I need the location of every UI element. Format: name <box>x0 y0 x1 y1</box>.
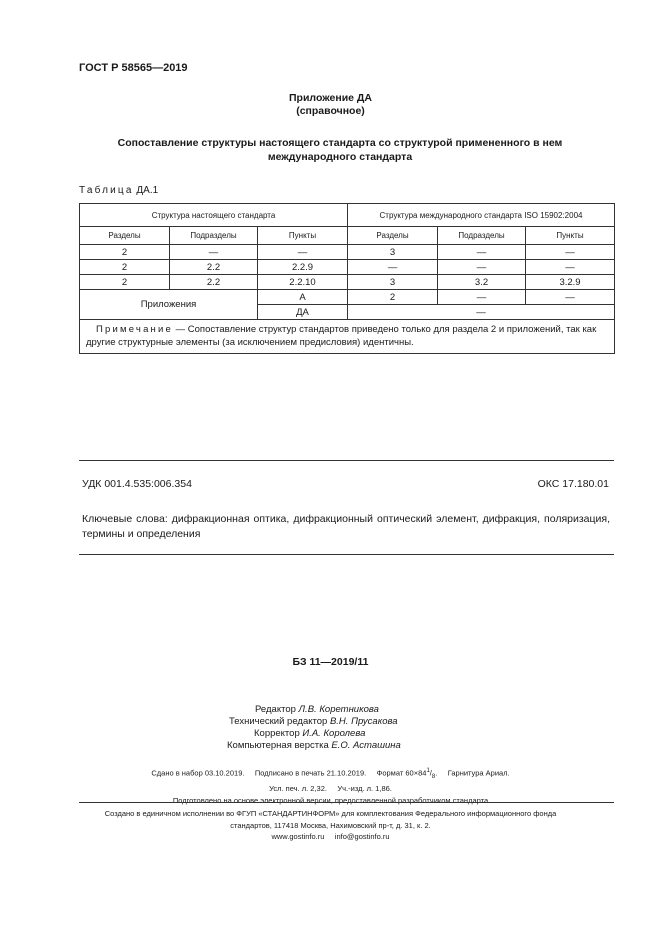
staff-name: И.А. Королева <box>302 728 366 739</box>
staff-corrector <box>200 728 600 740</box>
publisher-line-2: стандартов, 117418 Москва, Нахимовский пр-т, д. 31, к. 2. <box>230 820 431 830</box>
table-cell: 2.2 <box>170 275 258 290</box>
column-header: Подразделы <box>438 227 526 245</box>
group-header-left: Структура настоящего стандарта <box>80 204 348 227</box>
divider-bottom <box>79 554 614 555</box>
column-header: Разделы <box>348 227 438 245</box>
comparison-table <box>79 203 615 354</box>
table-cell: 2 <box>80 260 170 275</box>
table-cell: А <box>258 290 348 305</box>
staff-list <box>200 704 600 752</box>
table-group-header <box>80 204 615 227</box>
staff-role: Корректор <box>254 728 300 739</box>
table-cell: — <box>258 245 348 260</box>
table-caption-number: ДА.1 <box>136 185 159 196</box>
table-row <box>80 275 615 290</box>
table-cell: ДА <box>258 305 348 320</box>
udk-code: УДК 001.4.535:006.354 <box>82 478 192 490</box>
table-cell: 2 <box>80 275 170 290</box>
staff-tech-editor <box>200 716 600 728</box>
table-cell: — <box>438 245 526 260</box>
note-label: Примечание <box>96 324 173 335</box>
table-cell: 2.2 <box>170 260 258 275</box>
appendix-label-cell: Приложения <box>80 290 258 320</box>
table-cell: 2 <box>348 290 438 305</box>
note-text: — Сопоставление структур стандартов приведено только для раздела 2 и приложений, так как другие структурные элементы (за исключением предисловия) идентичны. <box>86 324 597 348</box>
staff-name: В.Н. Прусакова <box>329 716 398 727</box>
format-numerator: 1 <box>426 768 430 774</box>
print-text: Сдано в набор 03.10.2019. Подписано в печать 21.10.2019. Формат 60×84 <box>151 768 427 778</box>
table-cell: — <box>526 245 615 260</box>
table-row <box>80 245 615 260</box>
title-line-2: международного стандарта <box>267 151 413 163</box>
format-denominator: 8 <box>431 774 436 780</box>
staff-editor <box>200 704 600 716</box>
appendix-kind: (справочное) <box>296 105 365 117</box>
table-caption <box>79 185 158 196</box>
appendix-name: Приложение ДА <box>289 92 372 104</box>
staff-name: Е.О. Асташина <box>331 740 401 751</box>
table-cell: 3.2.9 <box>526 275 615 290</box>
table-cell: — <box>348 305 615 320</box>
table-cell: 2.2.10 <box>258 275 348 290</box>
oks-code: ОКС 17.180.01 <box>537 478 609 490</box>
appendix-title <box>90 136 590 164</box>
table-cell: 2.2.9 <box>258 260 348 275</box>
document-code: ГОСТ Р 58565—2019 <box>79 62 188 74</box>
staff-layout <box>200 740 600 752</box>
column-header: Разделы <box>80 227 170 245</box>
table-cell: — <box>438 260 526 275</box>
publisher-line-1: Создано в единичном исполнении во ФГУП «СТАНДАРТИНФОРМ» для комплектования Федерального информационного фонда <box>104 809 557 818</box>
table-row <box>80 260 615 275</box>
print-info <box>0 765 661 807</box>
table-cell: 3 <box>348 275 438 290</box>
keywords: Ключевые слова: дифракционная оптика, дифракционный оптический элемент, дифракция, поляризация, термины и определения <box>82 513 610 540</box>
bz-number: БЗ 11—2019/11 <box>292 656 369 668</box>
staff-role: Редактор <box>255 704 296 715</box>
table-note <box>80 320 615 354</box>
table-cell: 2 <box>80 245 170 260</box>
table-cell: — <box>526 290 615 305</box>
column-header: Пункты <box>258 227 348 245</box>
staff-role: Технический редактор <box>229 716 328 727</box>
table-note-row <box>80 320 615 354</box>
divider-top <box>79 460 614 461</box>
divider-publisher <box>79 802 614 803</box>
group-header-right: Структура международного стандарта ISO 15902:2004 <box>348 204 615 227</box>
table-cell: — <box>438 290 526 305</box>
table-column-header <box>80 227 615 245</box>
table-cell: — <box>526 260 615 275</box>
table-caption-word: Таблица <box>79 185 134 196</box>
publisher-info <box>0 808 661 843</box>
table-cell: — <box>348 260 438 275</box>
print-line-2: Усл. печ. л. 2,32. Уч.-изд. л. 1,86. <box>269 784 392 793</box>
print-line-3: Подготовлено на основе электронной версии, предоставленной разработчиком стандарта <box>172 796 489 805</box>
publisher-line-3: www.gostinfo.ru info@gostinfo.ru <box>271 832 390 841</box>
staff-name: Л.В. Коретникова <box>298 704 379 715</box>
table-cell: — <box>170 245 258 260</box>
print-text-end: . Гарнитура Ариал. <box>435 768 510 778</box>
print-line-1: Сдано в набор 03.10.2019. Подписано в печать 21.10.2019. Формат $60\times 84^1/_8$. Гарнитура Ариал. <box>151 768 510 780</box>
column-header: Пункты <box>526 227 615 245</box>
appendix-heading <box>0 92 661 118</box>
table-cell: 3.2 <box>438 275 526 290</box>
title-line-1: Сопоставление структуры настоящего стандарта со структурой примененного в нем <box>117 137 563 149</box>
table-cell: 3 <box>348 245 438 260</box>
staff-role: Компьютерная верстка <box>227 740 329 751</box>
column-header: Подразделы <box>170 227 258 245</box>
table-row-appendix-a <box>80 290 615 305</box>
